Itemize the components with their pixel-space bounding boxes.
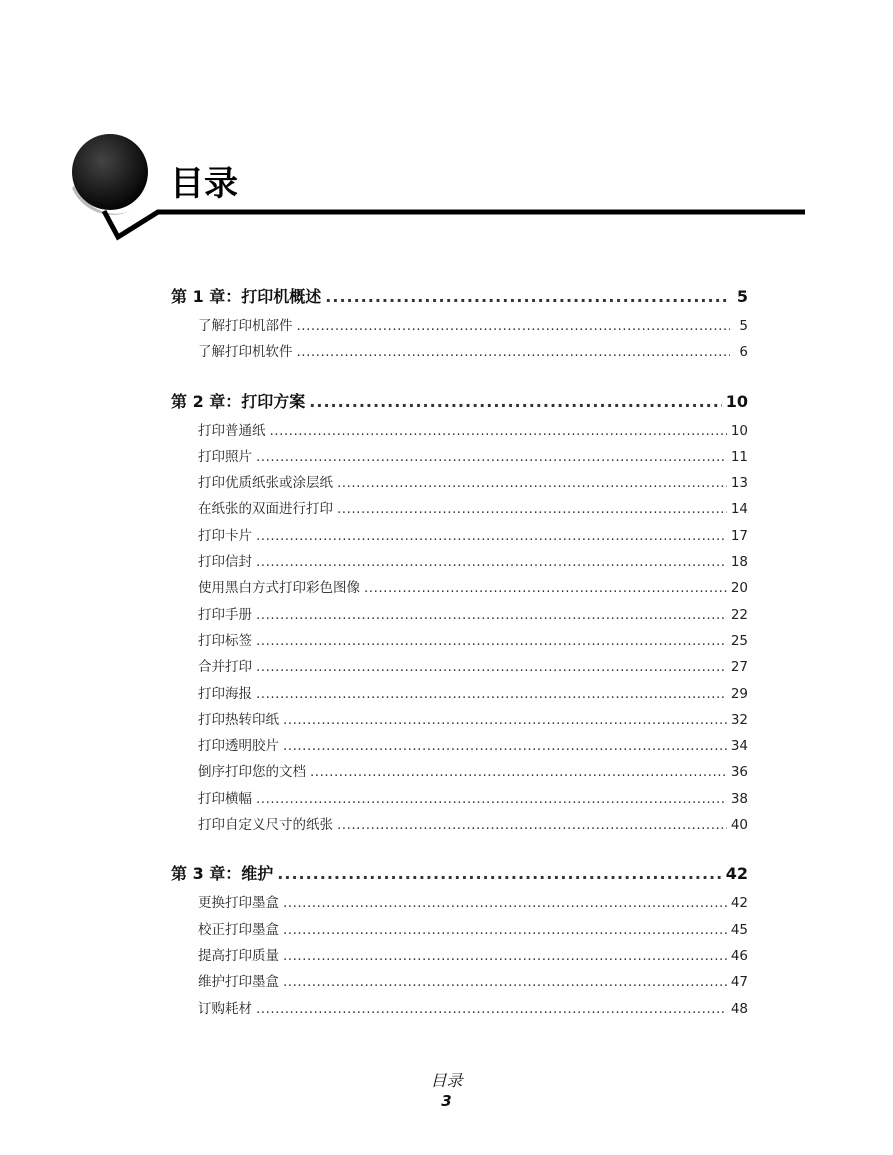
entry-title: 打印手册: [198, 606, 252, 623]
table-of-contents: [171, 284, 748, 1045]
entry-page-number: 32: [730, 711, 748, 728]
dot-leader: [297, 339, 731, 365]
dot-leader: [277, 861, 721, 887]
entry-title: 打印优质纸张或涂层纸: [198, 475, 333, 492]
toc-entry-link[interactable]: [171, 996, 748, 1022]
chapter-title: 第 3 章：维护: [171, 864, 274, 884]
chapter-title: 第 2 章：打印方案: [171, 391, 306, 411]
dot-leader: [297, 313, 731, 339]
entry-page-number: 14: [730, 501, 748, 518]
entry-title: 订购耗材: [198, 1000, 252, 1017]
dot-leader: [256, 996, 727, 1022]
entry-title: 在纸张的双面进行打印: [198, 501, 333, 518]
entry-title: 打印海报: [198, 685, 252, 702]
entry-page-number: 10: [730, 422, 748, 439]
dot-leader: [256, 681, 727, 707]
toc-entry-link[interactable]: [171, 812, 748, 838]
entry-title: 提高打印质量: [198, 947, 279, 964]
toc-entry-link[interactable]: [171, 628, 748, 654]
header-dot: [72, 134, 148, 210]
page-footer: [0, 1070, 893, 1110]
entry-page-number: 13: [730, 475, 748, 492]
entry-title: 维护打印墨盒: [198, 974, 279, 991]
toc-entry-link[interactable]: [171, 549, 748, 575]
toc-entry-link[interactable]: [171, 523, 748, 549]
entry-title: 打印横幅: [198, 790, 252, 807]
entry-title: 打印卡片: [198, 527, 252, 544]
toc-entry-link[interactable]: [171, 733, 748, 759]
chapter-title: 第 1 章：打印机概述: [171, 287, 322, 306]
entry-title: 打印自定义尺寸的纸张: [198, 817, 333, 834]
dot-leader: [256, 523, 727, 549]
toc-entry-link[interactable]: [171, 786, 748, 812]
dot-leader: [364, 575, 727, 601]
entry-page-number: 42: [730, 895, 748, 912]
toc-chapter-2: [171, 389, 748, 839]
entry-page-number: 34: [730, 738, 748, 755]
footer-page-number: 3: [441, 1092, 452, 1110]
entry-title: 合并打印: [198, 659, 252, 676]
toc-entry-link[interactable]: [171, 602, 748, 628]
dot-leader: [283, 917, 727, 943]
chapter-heading-link[interactable]: [171, 284, 748, 310]
entry-page-number: 25: [730, 632, 748, 649]
toc-entry-link[interactable]: [171, 969, 748, 995]
entry-page-number: 22: [730, 606, 748, 623]
entry-page-number: 17: [730, 527, 748, 544]
entry-page-number: 11: [730, 448, 748, 465]
toc-chapter-1: [171, 284, 748, 366]
entry-page-number: 45: [730, 921, 748, 938]
entry-title: 了解打印机软件: [198, 344, 293, 361]
entry-page-number: 20: [730, 580, 748, 597]
entry-title: 校正打印墨盒: [198, 921, 279, 938]
entry-page-number: 40: [730, 817, 748, 834]
header-rule: [104, 211, 805, 237]
dot-leader: [325, 284, 730, 310]
dot-leader: [283, 943, 727, 969]
dot-leader: [337, 470, 727, 496]
toc-entry-link[interactable]: [171, 917, 748, 943]
entry-page-number: 18: [730, 554, 748, 571]
toc-entry-link[interactable]: [171, 444, 748, 470]
chapter-page-number: 10: [725, 391, 748, 411]
entry-page-number: 48: [730, 1000, 748, 1017]
dot-leader: [283, 890, 727, 916]
toc-entry-link[interactable]: [171, 943, 748, 969]
dot-leader: [256, 602, 727, 628]
entry-page-number: 27: [730, 659, 748, 676]
page-title: 目录: [170, 164, 238, 204]
dot-leader: [270, 418, 727, 444]
dot-leader: [256, 444, 727, 470]
toc-entry-link[interactable]: [171, 496, 748, 522]
entry-title: 打印热转印纸: [198, 711, 279, 728]
dot-leader: [337, 812, 727, 838]
entry-page-number: 38: [730, 790, 748, 807]
dot-leader: [256, 628, 727, 654]
toc-entry-link[interactable]: [171, 470, 748, 496]
toc-entry-link[interactable]: [171, 890, 748, 916]
footer-title: 目录: [430, 1071, 463, 1090]
entry-title: 了解打印机部件: [198, 318, 293, 334]
dot-leader: [283, 969, 727, 995]
entry-page-number: 36: [730, 764, 748, 781]
entry-title: 更换打印墨盒: [198, 895, 279, 912]
dot-leader: [256, 549, 727, 575]
toc-entry-link[interactable]: [171, 707, 748, 733]
entry-page-number: 47: [730, 974, 748, 991]
entry-page-number: 6: [739, 344, 748, 361]
dot-leader: [283, 707, 727, 733]
dot-leader: [309, 389, 721, 415]
dot-leader: [337, 496, 727, 522]
entry-title: 倒序打印您的文档: [198, 764, 306, 781]
chapter-page-number: 5: [736, 287, 748, 306]
entry-title: 打印普通纸: [198, 422, 266, 439]
toc-entry-link[interactable]: [171, 681, 748, 707]
toc-entry-link[interactable]: [171, 418, 748, 444]
toc-entry-link[interactable]: [171, 654, 748, 680]
entry-page-number: 29: [730, 685, 748, 702]
entry-title: 打印信封: [198, 554, 252, 571]
dot-leader: [256, 786, 727, 812]
chapter-header-graphic: [0, 0, 893, 260]
dot-leader: [256, 654, 727, 680]
entry-title: 打印照片: [198, 448, 252, 465]
toc-entry-link[interactable]: [171, 313, 748, 339]
entry-page-number: 46: [730, 947, 748, 964]
toc-entry-link[interactable]: [171, 759, 748, 785]
chapter-page-number: 42: [725, 864, 748, 884]
chapter-heading-link[interactable]: [171, 861, 748, 887]
entry-title: 打印标签: [198, 632, 252, 649]
chapter-heading-link[interactable]: [171, 389, 748, 415]
entry-title: 打印透明胶片: [198, 738, 279, 755]
entry-title: 使用黑白方式打印彩色图像: [198, 580, 360, 597]
toc-entry-link[interactable]: [171, 575, 748, 601]
toc-chapter-3: [171, 861, 748, 1021]
toc-entry-link[interactable]: [171, 339, 748, 365]
dot-leader: [310, 759, 727, 785]
entry-page-number: 5: [739, 318, 748, 334]
dot-leader: [283, 733, 727, 759]
